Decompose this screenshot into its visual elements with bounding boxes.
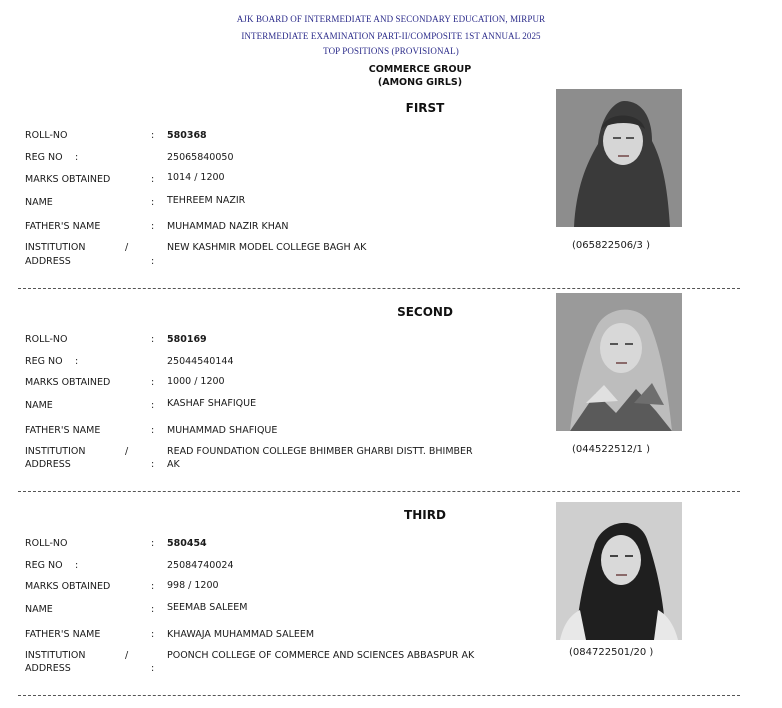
phone-number: (065822506/3 ): [572, 240, 650, 251]
position-block-third: [0, 508, 782, 708]
institution-value: POONCH COLLEGE OF COMMERCE AND SCIENCES ABBASPUR AK: [167, 650, 475, 661]
subgroup-title: (AMONG GIRLS): [377, 77, 463, 88]
reg-no-value: 25065840050: [167, 152, 234, 163]
marks-label: MARKS OBTAINED: [25, 174, 111, 185]
colon: :: [151, 130, 155, 141]
colon: :: [151, 400, 155, 411]
institution-label: INSTITUTION: [25, 242, 86, 253]
position-title: SECOND: [397, 305, 453, 319]
slash: /: [125, 650, 129, 661]
divider: [18, 288, 740, 289]
institution-value: NEW KASHMIR MODEL COLLEGE BAGH AK: [167, 242, 367, 253]
father-name-label: FATHER'S NAME: [25, 425, 101, 436]
name-label: NAME: [25, 400, 53, 411]
portrait-image: [556, 293, 682, 431]
roll-no-value: 580454: [167, 538, 207, 549]
colon: :: [151, 425, 155, 436]
colon: :: [75, 560, 79, 571]
reg-no-value: 25084740024: [167, 560, 234, 571]
colon: :: [151, 174, 155, 185]
student-photo: [556, 89, 682, 227]
marks-value: 1014 / 1200: [167, 172, 225, 183]
father-name-value: MUHAMMAD SHAFIQUE: [167, 425, 278, 436]
student-photo: [556, 293, 682, 431]
position-block-second: [0, 305, 782, 505]
reg-no-value: 25044540144: [167, 356, 234, 367]
colon: :: [151, 663, 155, 674]
marks-value: 1000 / 1200: [167, 376, 225, 387]
father-name-value: MUHAMMAD NAZIR KHAN: [167, 221, 289, 232]
slash: /: [125, 242, 129, 253]
slash: /: [125, 446, 129, 457]
colon: :: [151, 581, 155, 592]
position-title: FIRST: [405, 101, 445, 115]
portrait-image: [556, 502, 682, 640]
colon: :: [151, 221, 155, 232]
colon: :: [151, 604, 155, 615]
colon: :: [151, 459, 155, 470]
colon: :: [75, 152, 79, 163]
exam-title: INTERMEDIATE EXAMINATION PART-II/COMPOSITE 1ST ANNUAL 2025: [241, 31, 541, 41]
position-title: THIRD: [404, 508, 446, 522]
father-name-label: FATHER'S NAME: [25, 629, 101, 640]
board-title: AJK BOARD OF INTERMEDIATE AND SECONDARY EDUCATION, MIRPUR: [236, 14, 546, 24]
reg-no-label: REG NO: [25, 152, 63, 163]
portrait-image: [556, 89, 682, 227]
reg-no-label: REG NO: [25, 356, 63, 367]
roll-no-label: ROLL-NO: [25, 334, 68, 345]
colon: :: [151, 197, 155, 208]
roll-no-label: ROLL-NO: [25, 130, 68, 141]
reg-no-label: REG NO: [25, 560, 63, 571]
phone-number: (044522512/1 ): [572, 444, 650, 455]
student-photo: [556, 502, 682, 640]
name-value: TEHREEM NAZIR: [167, 195, 246, 206]
father-name-label: FATHER'S NAME: [25, 221, 101, 232]
divider: [18, 695, 740, 696]
colon: :: [151, 334, 155, 345]
name-label: NAME: [25, 197, 53, 208]
address-label: ADDRESS: [25, 459, 71, 470]
colon: :: [151, 538, 155, 549]
name-value: KASHAF SHAFIQUE: [167, 398, 257, 409]
institution-value: READ FOUNDATION COLLEGE BHIMBER GHARBI DISTT. BHIMBER: [167, 446, 473, 457]
institution-label: INSTITUTION: [25, 650, 86, 661]
roll-no-label: ROLL-NO: [25, 538, 68, 549]
name-label: NAME: [25, 604, 53, 615]
marks-label: MARKS OBTAINED: [25, 581, 111, 592]
colon: :: [151, 377, 155, 388]
colon: :: [151, 256, 155, 267]
positions-title: TOP POSITIONS (PROVISIONAL): [323, 46, 459, 56]
institution-label: INSTITUTION: [25, 446, 86, 457]
name-value: SEEMAB SALEEM: [167, 602, 248, 613]
address-label: ADDRESS: [25, 663, 71, 674]
marks-value: 998 / 1200: [167, 580, 219, 591]
institution-value-line2: AK: [167, 459, 180, 470]
position-block-first: [0, 101, 782, 301]
father-name-value: KHAWAJA MUHAMMAD SALEEM: [167, 629, 315, 640]
marks-label: MARKS OBTAINED: [25, 377, 111, 388]
colon: :: [75, 356, 79, 367]
phone-number: (084722501/20 ): [569, 647, 654, 658]
address-label: ADDRESS: [25, 256, 71, 267]
roll-no-value: 580368: [167, 130, 207, 141]
divider: [18, 491, 740, 492]
colon: :: [151, 629, 155, 640]
roll-no-value: 580169: [167, 334, 207, 345]
group-title: COMMERCE GROUP: [368, 64, 472, 75]
